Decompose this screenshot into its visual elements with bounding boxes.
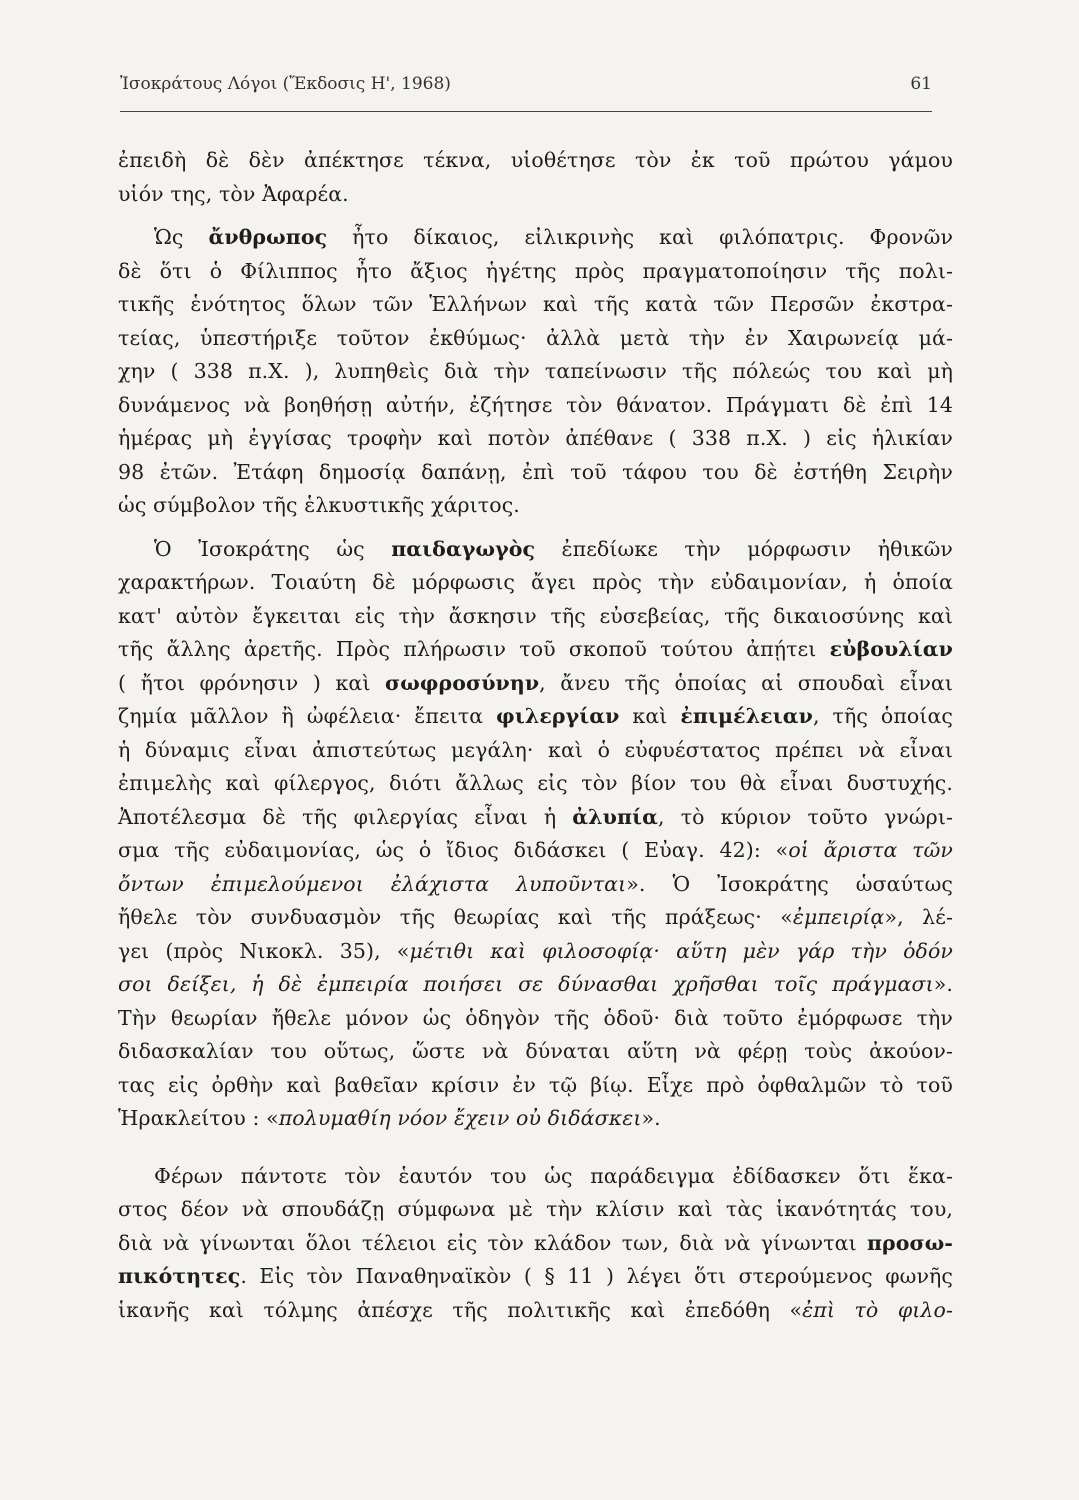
text-segment: ζημία μᾶλλον ἢ ὠφέλεια· ἔπειτα xyxy=(118,704,497,728)
text-line xyxy=(118,355,953,389)
text-segment: , τῆς ὁποίας xyxy=(812,704,953,728)
text-segment: Ὁ Ἰσοκράτης ὡς xyxy=(154,536,392,561)
text-segment: Φέρων πάντοτε τὸν ἑαυτόν του ὡς παράδειγμα ἐδίδασκεν ὅτι ἕκα- xyxy=(154,1163,953,1188)
text-line xyxy=(118,834,953,868)
text-segment: κατ' αὐτὸν ἔγκειται εἰς τὴν ἄσκησιν τῆς εὐσεβείας, τῆς δικαιοσύνης καὶ xyxy=(118,603,953,628)
text-segment: , τὸ κύριον τοῦτο γνώρι- xyxy=(657,804,953,829)
text-line xyxy=(118,1294,953,1328)
text-line xyxy=(118,456,953,490)
text-line xyxy=(118,221,953,255)
text-line xyxy=(118,968,953,1002)
text-segment: διὰ νὰ γίνωνται ὅλοι τέλειοι εἰς τὸν κλάδον των, διὰ νὰ γίνωνται xyxy=(118,1230,867,1255)
text-segment: ». xyxy=(641,1106,661,1130)
text-line xyxy=(118,178,953,212)
text-segment: τας εἰς ὀρθὴν καὶ βαθεῖαν κρίσιν ἐν τῷ βίῳ. Εἶχε πρὸ ὀφθαλμῶν τὸ τοῦ xyxy=(118,1072,953,1097)
running-title: Ἰσοκράτους Λόγοι (Ἔκδοσις Η', 1968) xyxy=(120,74,451,94)
text-line xyxy=(118,1002,953,1036)
text-line xyxy=(118,389,953,423)
text-segment: ἱκανῆς καὶ τόλμης ἀπέσχε τῆς πολιτικῆς καὶ ἐπεδόθη « xyxy=(118,1297,803,1322)
text-segment: υἱόν της, τὸν Ἀφαρέα. xyxy=(118,181,349,206)
text-segment: τείας, ὑπεστήριξε τοῦτον ἐκθύμως· ἀλλὰ μετὰ τὴν ἐν Χαιρωνείᾳ μά- xyxy=(118,325,953,350)
italic-quote: ἐμπειρίᾳ xyxy=(792,905,885,929)
text-segment: γει (πρὸς Νικοκλ. 35), « xyxy=(118,938,410,963)
text-segment: 98 ἐτῶν. Ἐτάφη δημοσίᾳ δαπάνῃ, ἐπὶ τοῦ τάφου του δὲ ἐστήθη Σειρὴν xyxy=(118,459,953,484)
text-line xyxy=(118,566,953,600)
italic-quote: πολυμαθίη νόον ἔχειν οὐ διδάσκει xyxy=(278,1106,642,1130)
text-line xyxy=(118,533,953,567)
text-segment: ( ἤτοι φρόνησιν ) καὶ xyxy=(118,670,385,695)
italic-quote: οἱ ἄριστα τῶν xyxy=(788,838,953,862)
text-segment: . Εἰς τὸν Παναθηναϊκὸν ( § 11 ) λέγει ὅτι στερούμενος φωνῆς xyxy=(240,1264,953,1288)
text-segment: τικῆς ἑνότητος ὅλων τῶν Ἑλλήνων καὶ τῆς κατὰ τῶν Περσῶν ἐκστρα- xyxy=(118,292,953,316)
text-line xyxy=(118,1102,953,1136)
text-segment: ἐπιμελὴς καὶ φίλεργος, διότι ἄλλως εἰς τὸν βίον του θὰ εἶναι δυστυχής. xyxy=(118,771,953,795)
bold-term: σωφροσύνην xyxy=(384,670,540,695)
text-segment: στος δέον νὰ σπουδάζῃ σύμφωνα μὲ τὴν κλίσιν καὶ τὰς ἱκανότητάς του, xyxy=(118,1197,953,1221)
bold-term: εὐβουλίαν xyxy=(829,637,953,661)
text-segment: διδασκαλίαν του οὕτως, ὥστε νὰ δύναται αὕτη νὰ φέρῃ τοὺς ἀκούον- xyxy=(118,1039,953,1063)
text-line xyxy=(118,667,953,701)
text-line xyxy=(118,801,953,835)
text-line xyxy=(118,1160,953,1194)
text-segment: Ὡς xyxy=(154,225,209,249)
bold-term: ἐπιμέλειαν xyxy=(680,704,813,728)
text-segment: ». Ὁ Ἰσοκράτης ὡσαύτως xyxy=(626,871,953,896)
text-segment: ἐπειδὴ δὲ δὲν ἀπέκτησε τέκνα, υἱοθέτησε τὸν ἐκ τοῦ πρώτου γάμου xyxy=(118,148,953,172)
bold-term: ἀλυπία xyxy=(572,804,658,829)
text-segment: ἡ δύναμις εἶναι ἀπιστεύτως μεγάλη· καὶ ὁ εὐφυέστατος πρέπει νὰ εἶναι xyxy=(118,737,953,762)
text-segment: Ἡρακλείτου : « xyxy=(118,1106,279,1130)
text-line xyxy=(118,1069,953,1103)
text-line xyxy=(118,767,953,801)
text-line xyxy=(118,600,953,634)
text-line xyxy=(118,144,953,178)
text-segment: , ἄνευ τῆς ὁποίας αἱ σπουδαὶ εἶναι xyxy=(539,670,953,695)
bold-term: προσω- xyxy=(866,1230,953,1255)
text-segment: δυνάμενος νὰ βοηθήσῃ αὐτήν, ἐζήτησε τὸν θάνατον. Πράγματι δὲ ἐπὶ 14 xyxy=(118,392,953,417)
text-segment: σμα τῆς εὐδαιμονίας, ὡς ὁ ἴδιος διδάσκει ( Εὐαγ. 42): « xyxy=(118,838,789,862)
text-line xyxy=(118,322,953,356)
text-line xyxy=(118,868,953,902)
bold-term: παιδαγωγὸς xyxy=(391,536,536,561)
header-rule xyxy=(120,111,932,112)
text-line xyxy=(118,700,953,734)
bold-term: φιλεργίαν xyxy=(496,704,620,728)
text-line xyxy=(118,489,953,523)
text-line xyxy=(118,1193,953,1227)
bold-term: πικότητες xyxy=(118,1264,241,1288)
text-segment: ἦτο δίκαιος, εἰλικρινὴς καὶ φιλόπατρις. Φρονῶν xyxy=(327,225,954,249)
text-segment: Τὴν θεωρίαν ἤθελε μόνον ὡς ὁδηγὸν τῆς ὁδοῦ· διὰ τοῦτο ἐμόρφωσε τὴν xyxy=(118,1005,953,1030)
italic-quote: ἐπὶ τὸ φιλο- xyxy=(802,1297,953,1322)
text-line xyxy=(118,901,953,935)
text-segment: τῆς ἄλλης ἀρετῆς. Πρὸς πλήρωσιν τοῦ σκοποῦ τούτου ἀπῄτει xyxy=(118,637,830,661)
page-body xyxy=(118,144,953,1327)
text-line xyxy=(118,288,953,322)
text-line xyxy=(118,255,953,289)
italic-quote: σοι δείξει, ἡ δὲ ἐμπειρία ποιήσει σε δύνασθαι χρῆσθαι τοῖς πράγμασι xyxy=(118,972,934,996)
text-segment: Ἀποτέλεσμα δὲ τῆς φιλεργίας εἶναι ἡ xyxy=(118,804,573,829)
italic-quote: μέτιθι καὶ φιλοσοφίᾳ· αὕτη μὲν γάρ τὴν ὁδόν xyxy=(409,938,953,963)
page-number: 61 xyxy=(910,74,932,94)
text-segment: χαρακτήρων. Τοιαύτη δὲ μόρφωσις ἄγει πρὸς τὴν εὐδαιμονίαν, ἡ ὁποία xyxy=(118,570,953,594)
text-segment: ἐπεδίωκε τὴν μόρφωσιν ἠθικῶν xyxy=(535,536,953,561)
text-segment: ἡμέρας μὴ ἐγγίσας τροφὴν καὶ ποτὸν ἀπέθανε ( 338 π.Χ. ) εἰς ἡλικίαν xyxy=(118,426,953,450)
text-line xyxy=(118,935,953,969)
text-line xyxy=(118,1260,953,1294)
text-segment: ὡς σύμβολον τῆς ἑλκυστικῆς χάριτος. xyxy=(118,493,520,517)
text-line xyxy=(118,1035,953,1069)
bold-term: ἄνθρωπος xyxy=(208,225,328,249)
italic-quote: ὄντων ἐπιμελούμενοι ἐλάχιστα λυποῦνται xyxy=(118,871,627,896)
text-segment: δὲ ὅτι ὁ Φίλιππος ἦτο ἄξιος ἡγέτης πρὸς πραγματοποίησιν τῆς πολι- xyxy=(118,258,953,283)
text-segment: χην ( 338 π.Χ. ), λυπηθεὶς διὰ τὴν ταπείνωσιν τῆς πόλεώς του καὶ μὴ xyxy=(118,359,953,383)
text-line xyxy=(118,734,953,768)
text-segment: ». xyxy=(933,972,953,996)
text-segment: », λέ- xyxy=(884,905,954,929)
text-segment: καὶ xyxy=(619,704,681,728)
text-segment: ἤθελε τὸν συνδυασμὸν τῆς θεωρίας καὶ τῆς πράξεως· « xyxy=(118,905,793,929)
text-line xyxy=(118,633,953,667)
text-line xyxy=(118,1227,953,1261)
text-line xyxy=(118,422,953,456)
